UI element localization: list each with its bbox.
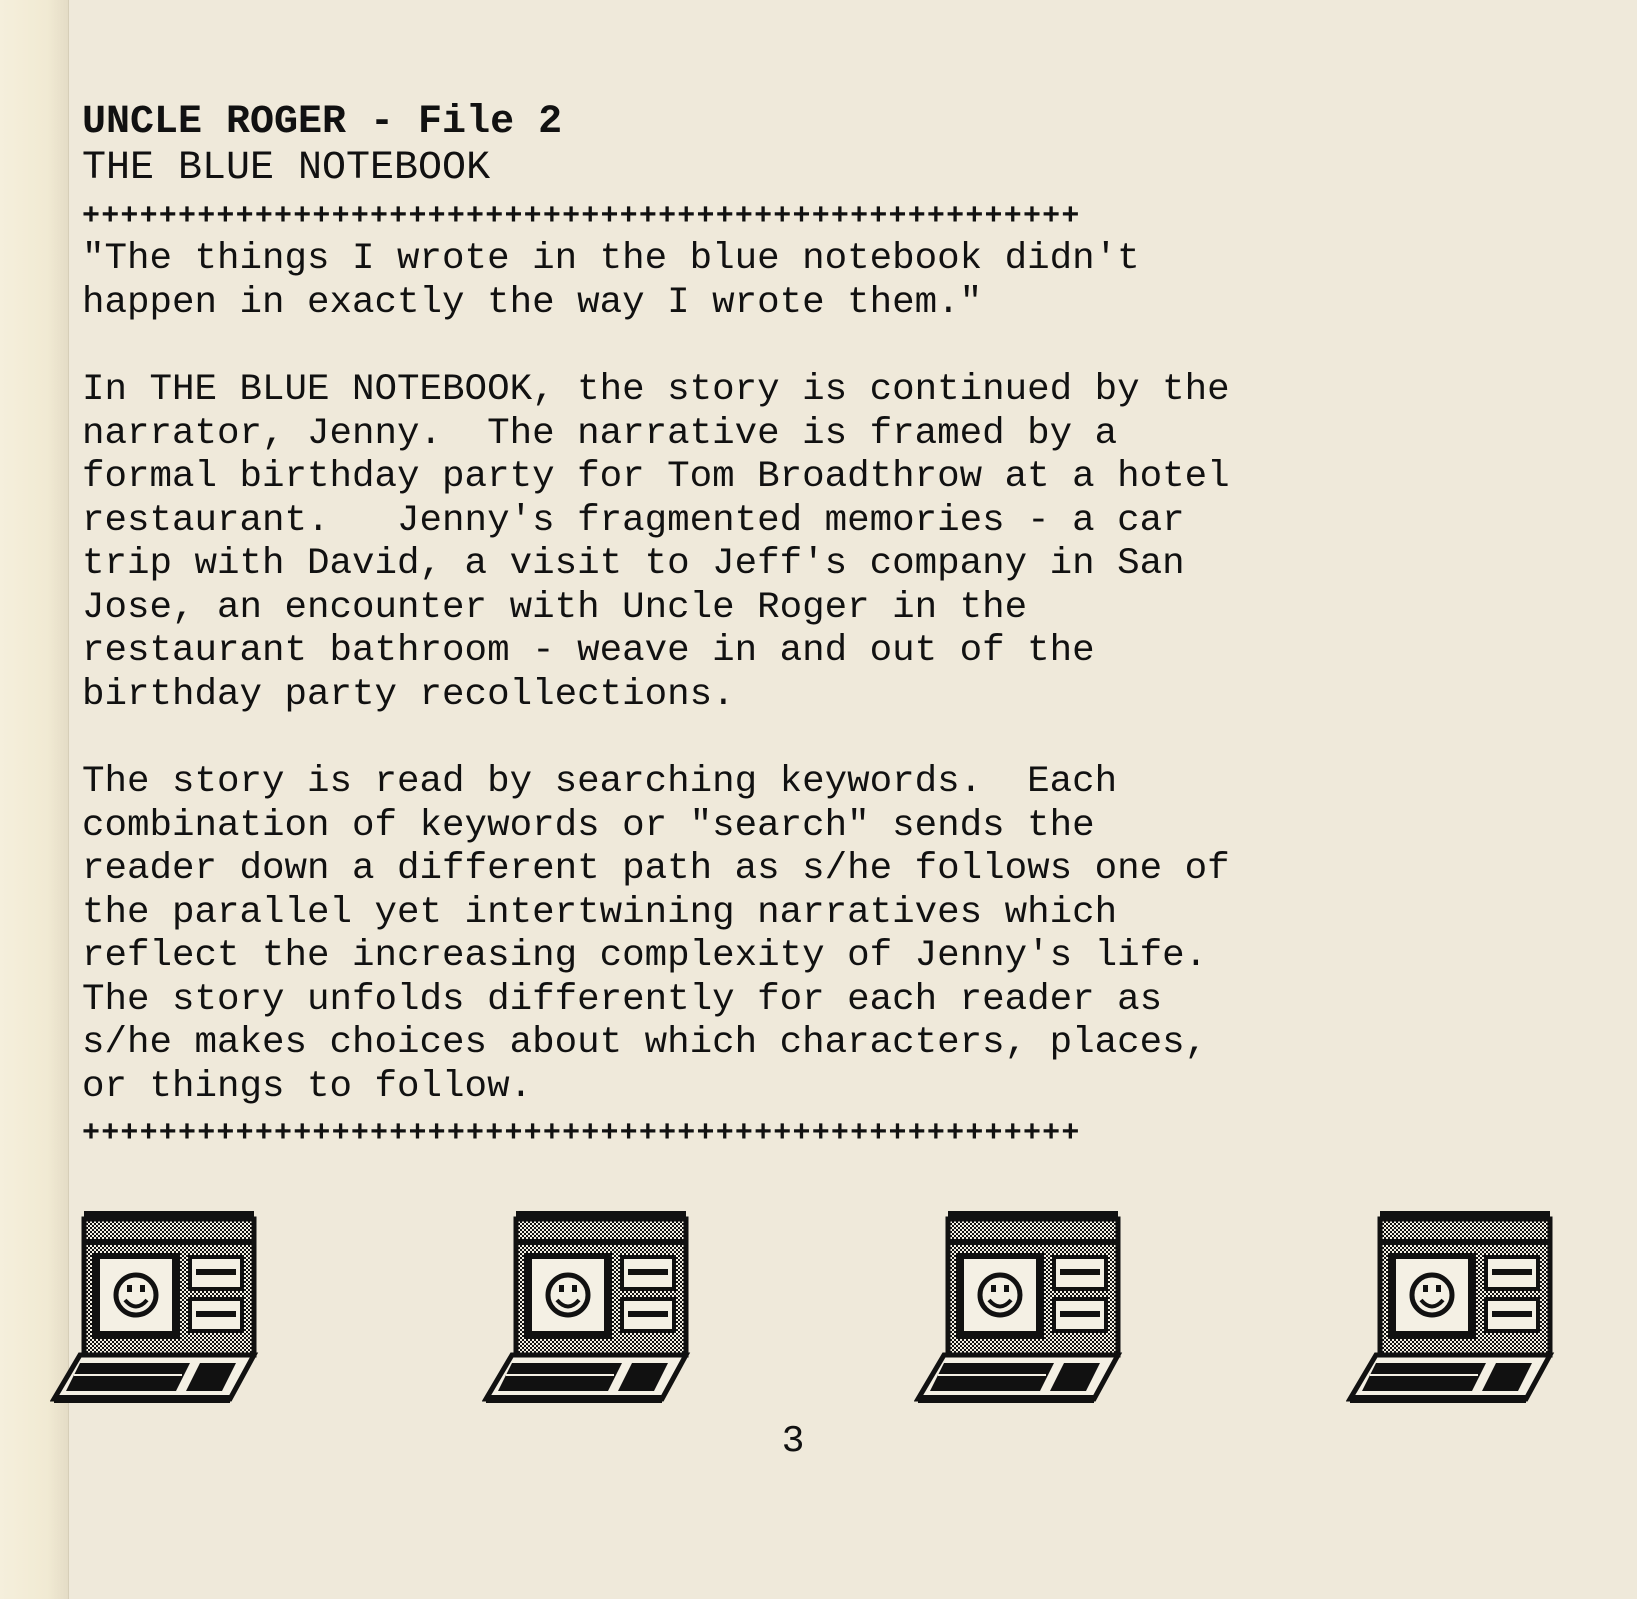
paragraph-line: reflect the increasing complexity of Jenny's life. (82, 935, 1208, 977)
paragraph-line: reader down a different path as s/he follows one of (82, 848, 1230, 890)
page-number: 3 (781, 1420, 805, 1463)
paragraph-line: Jose, an encounter with Uncle Roger in the (82, 586, 1028, 629)
paragraph-line: or things to follow. (82, 1065, 533, 1108)
paragraph-line: restaurant. Jenny's fragmented memories - a car (82, 499, 1185, 542)
paragraph-line: combination of keywords or "search" sends the (82, 804, 1095, 847)
quote-line: happen in exactly the way I wrote them." (82, 281, 983, 324)
separator-top: ++++++++++++++++++++++++++++++++++++++++++++++++++++ (82, 200, 1081, 234)
smiley-computer-icon (1346, 1203, 1556, 1403)
paragraph-line: narrator, Jenny. The narrative is framed by a (82, 412, 1118, 455)
paragraph-line: s/he makes choices about which characters, places, (82, 1022, 1208, 1064)
smiley-computer-icon (482, 1203, 692, 1403)
paragraph-line: trip with David, a visit to Jeff's company in San (82, 543, 1185, 585)
document-title: UNCLE ROGER - File 2 (82, 100, 563, 145)
paragraph-line: formal birthday party for Tom Broadthrow at a hotel (82, 456, 1230, 498)
document-subtitle: THE BLUE NOTEBOOK (82, 146, 491, 191)
paragraph-reading (82, 761, 1522, 1109)
smiley-computer-icon (914, 1203, 1124, 1403)
quote-line: "The things I wrote in the blue notebook didn't (82, 238, 1140, 280)
smiley-computer-icon (50, 1203, 260, 1403)
quote-block (82, 238, 1522, 325)
paragraph-line: The story unfolds differently for each reader as (82, 978, 1163, 1021)
paragraph-line: birthday party recollections. (82, 673, 735, 716)
paragraph-line: the parallel yet intertwining narratives which (82, 891, 1118, 934)
paragraph-line: In THE BLUE NOTEBOOK, the story is continued by the (82, 369, 1230, 411)
document-content (82, 100, 1522, 1155)
paragraph-line: The story is read by searching keywords. Each (82, 761, 1118, 803)
paragraph-line: restaurant bathroom - weave in and out of the (82, 630, 1095, 672)
separator-bottom: ++++++++++++++++++++++++++++++++++++++++++++++++++++ (82, 1117, 1081, 1151)
illustration-row (50, 1203, 1560, 1403)
paragraph-story (82, 369, 1522, 717)
